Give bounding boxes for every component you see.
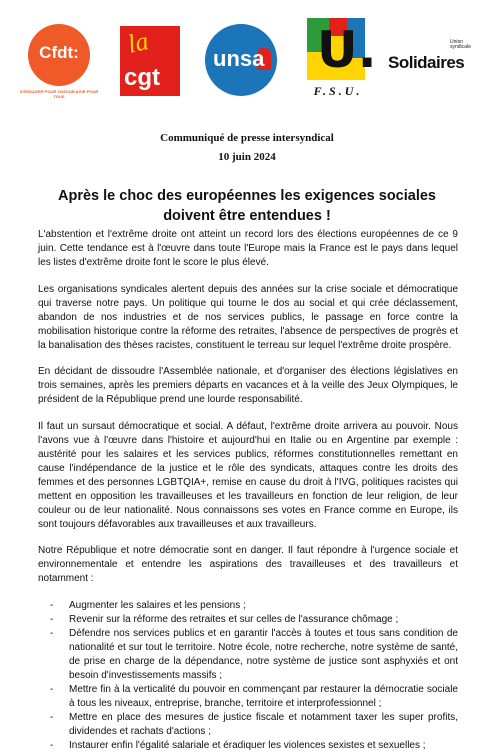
fsu-logo bbox=[303, 18, 377, 108]
bullet-dash: - bbox=[50, 599, 54, 611]
unsa-logo-word: unsa bbox=[213, 46, 265, 71]
solidaires-logo bbox=[388, 40, 488, 80]
cgt-logo-la: la bbox=[125, 26, 151, 59]
list-item bbox=[38, 599, 458, 613]
paragraph: Il faut un sursaut démocratique et social. A défaut, l'extrême droite arrivera au pouvoir. Nous l'avons vue à l'œuvre dans l'histoire et aujourd'hui en Italie ou en Argentine par exemple : austérité pour les salaires et les services publics, réformes constitutionnelles remettant en cause l'indépendance de la justice et le rôle des syndicats, attaques contre les droits des femmes et des personnes LGBTQIA+, remise en cause du droit à l'IVG, politiques racistes qui mettent en opposition les travailleuses et les travailleurs en fonction de leur religion, de leur couleur ou de leur nationalité. Nous connaissons ses votes en France comme en Europe, ils sont toujours défavorables aux travailleuses et aux travailleurs. bbox=[38, 420, 458, 530]
fsu-logo-box bbox=[307, 18, 377, 80]
unsa-logo bbox=[205, 24, 277, 96]
list-item-text: Instaurer enfin l'égalité salariale et éradiquer les violences sexistes et sexuelles ; bbox=[69, 739, 426, 751]
list-item-text: Mettre fin à la verticalité du pouvoir en commençant par restaurer la démocratie sociale à tous les niveaux, entreprise, branche, territoire et interprofessionnel ; bbox=[69, 683, 458, 709]
list-item-text: Mettre en place des mesures de justice fiscale et notamment taxer les super profits, dividendes et rachats d'actions ; bbox=[69, 711, 458, 737]
bullet-dash: - bbox=[50, 627, 54, 639]
list-item-text: Défendre nos services publics et en garantir l'accès à toutes et tous sans condition de nationalité et sur tout le territoire. Notre école, notre recherche, notre système de santé, de prise en charge de la dépendance, notre système de justice sont asphyxiés et ont besoin d'investissements massifs ; bbox=[69, 627, 458, 681]
press-release-label: Communiqué de presse intersyndical bbox=[160, 132, 334, 144]
cfdt-logo-circle bbox=[28, 24, 90, 86]
fsu-logo-letter: U. bbox=[317, 21, 377, 79]
cgt-logo bbox=[120, 26, 180, 96]
union-logos bbox=[0, 18, 494, 110]
cfdt-logo-word: Cfdt: bbox=[39, 43, 79, 62]
demands-list bbox=[38, 599, 458, 753]
paragraph: Notre République et notre démocratie sont en danger. Il faut répondre à l'urgence sociale et environnementale et entendre les aspirations des travailleuses et des travailleurs et notamment : bbox=[38, 545, 458, 584]
list-item-text: Augmenter les salaires et les pensions ; bbox=[69, 599, 246, 611]
cfdt-logo bbox=[18, 24, 100, 106]
list-item bbox=[38, 739, 458, 753]
document-title: Après le choc des européennes les exigences sociales doivent être entendues ! bbox=[58, 188, 436, 224]
list-item bbox=[38, 683, 458, 711]
list-item-text: Revenir sur la réforme des retraites et sur celles de l'assurance chômage ; bbox=[69, 613, 399, 625]
paragraph: Les organisations syndicales alertent depuis des années sur la crise sociale et démocratique qui traverse notre pays. Un politique qui tourne le dos au social et qui crée déclassement, abandon de nos industries et de nos services publics, le passage en force contre la mobilisation historique contre la réforme des retraites, l'absence de perspectives de progrès et la banalisation des thèses racistes, constituent le terreau sur lequel l'extrême droite prospère. bbox=[38, 283, 458, 351]
bullet-dash: - bbox=[50, 683, 54, 695]
list-item bbox=[38, 627, 458, 683]
cfdt-logo-tagline: S'ENGAGER POUR CHACUN AGIR POUR TOUS bbox=[19, 89, 99, 99]
press-release-date: 10 juin 2024 bbox=[218, 151, 276, 163]
cgt-logo-word: cgt bbox=[124, 64, 160, 91]
press-release-header bbox=[0, 129, 494, 167]
list-item bbox=[38, 711, 458, 739]
document-body bbox=[38, 228, 458, 753]
paragraph: En décidant de dissoudre l'Assemblée nationale, et d'organiser des élections législatives en trois semaines, après les premiers départs en vacances et à la veille des Jeux Olympiques, le président de la République prend une lourde responsabilité. bbox=[38, 366, 458, 405]
bullet-dash: - bbox=[50, 739, 54, 751]
fsu-logo-text: F.S.U. bbox=[313, 84, 363, 98]
solidaires-logo-word: Solidaires bbox=[388, 53, 465, 72]
list-item bbox=[38, 613, 458, 627]
solidaires-logo-union: Union syndicale bbox=[450, 39, 471, 50]
paragraph: L'abstention et l'extrême droite ont atteint un record lors des élections européennes de ce 9 juin. Cette tendance est à l'œuvre dans toute l'Europe mais la France est le pays dans lequel les listes d'extrême droite font le score le plus élevé. bbox=[38, 229, 458, 268]
bullet-dash: - bbox=[50, 613, 54, 625]
bullet-dash: - bbox=[50, 711, 54, 723]
